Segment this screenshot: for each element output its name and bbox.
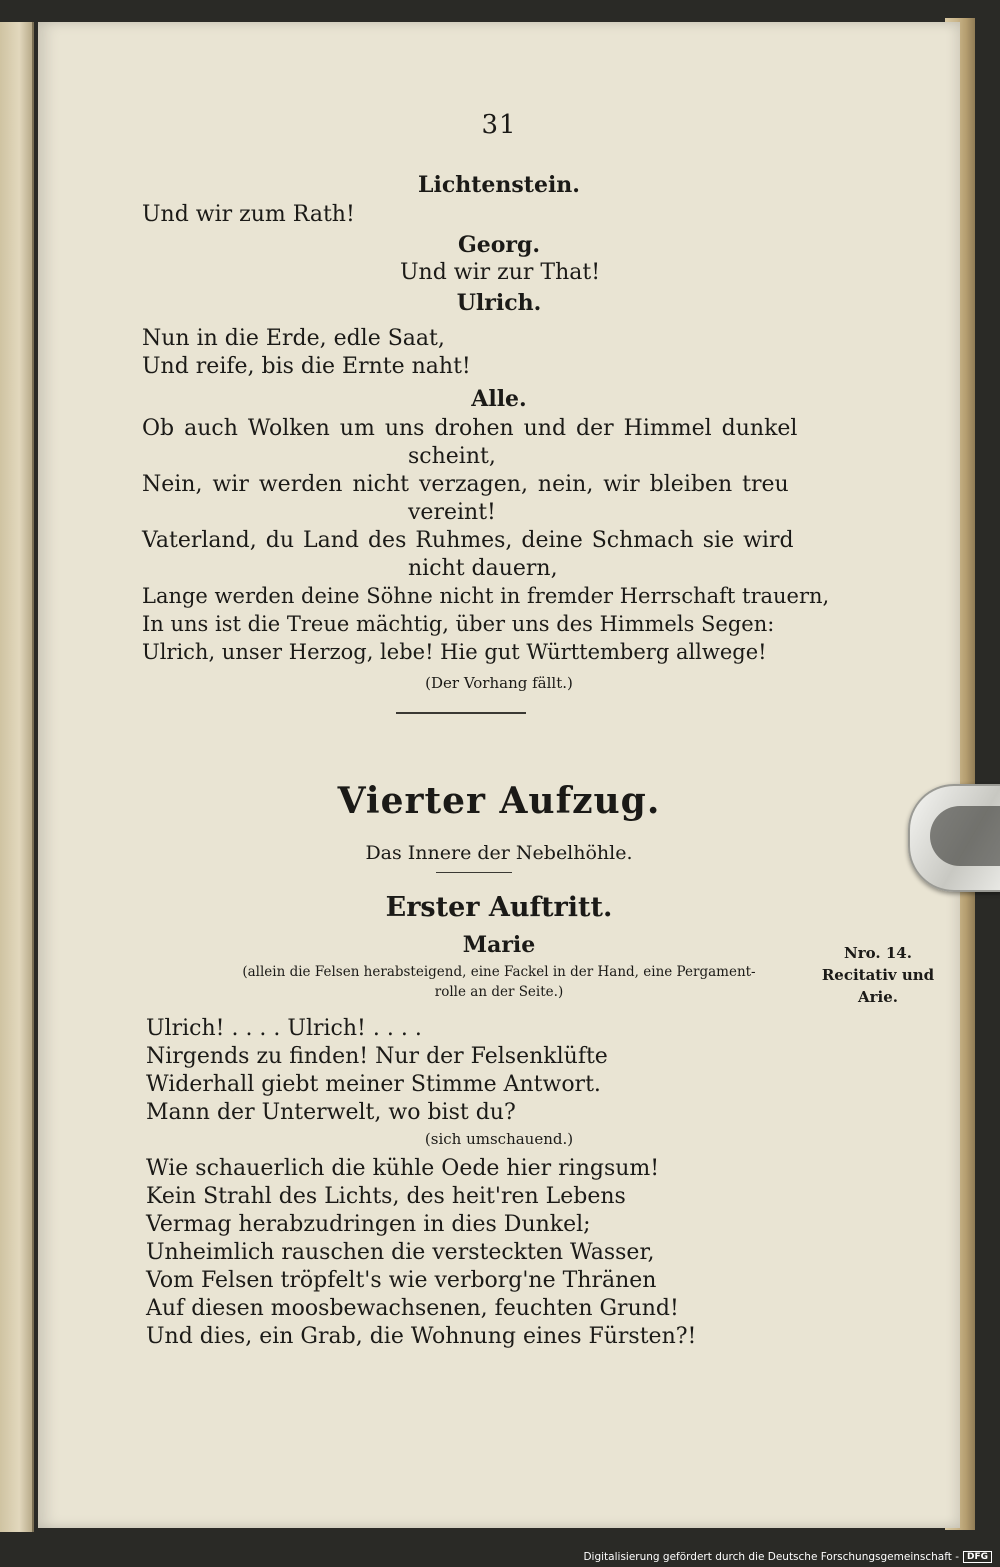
text-line: Vaterland, du Land des Ruhmes, deine Schmach sie wird [142,528,794,553]
margin-note-number: Nro. 14. [844,944,912,962]
text-line: Auf diesen moosbewachsenen, feuchten Grund! [146,1296,679,1321]
divider-rule [436,872,512,873]
scene-setting: Das Innere der Nebelhöhle. [365,842,633,864]
text-line: Nein, wir werden nicht verzagen, nein, wir bleiben treu [142,472,789,497]
text-line: Mann der Unterwelt, wo bist du? [146,1100,516,1125]
dfg-logo: DFG [963,1551,992,1563]
text-line: scheint, [408,444,496,469]
text-line: Widerhall giebt meiner Stimme Antwort. [146,1072,601,1097]
text-line: nicht dauern, [408,556,558,581]
previous-page-edge [0,22,34,1532]
page-number: 31 [481,110,517,140]
text-line: Und wir zum Rath! [142,202,355,227]
divider-rule [396,712,526,714]
speaker-alle: Alle. [471,386,527,412]
page-clip-opening [930,806,1000,866]
text-line: Kein Strahl des Lichts, des heit'ren Lebens [146,1184,626,1209]
stage-direction: (allein die Felsen herabsteigend, eine Fackel in der Hand, eine Pergament- [242,964,756,980]
text-line: Unheimlich rauschen die versteckten Wasser, [146,1240,655,1265]
speaker-georg: Georg. [457,232,541,258]
text-line: Wie schauerlich die kühle Oede hier ringsum! [146,1156,660,1181]
stage-direction: (sich umschauend.) [424,1130,574,1148]
stage-direction: rolle an der Seite.) [434,984,564,1000]
text-line: Ulrich, unser Herzog, lebe! Hie gut Württemberg allwege! [142,640,767,664]
margin-note-kind: Arie. [857,988,898,1006]
act-title: Vierter Aufzug. [337,780,661,822]
text-line: Und dies, ein Grab, die Wohnung eines Fürsten?! [146,1324,697,1349]
text-line: Lange werden deine Söhne nicht in fremder Herrschaft trauern, [142,584,830,608]
text-line: Ulrich! . . . . Ulrich! . . . . [146,1016,422,1041]
margin-note [808,942,948,1008]
book-page [38,22,960,1528]
text-line: Und reife, bis die Ernte naht! [142,354,471,379]
speaker-marie: Marie [462,932,536,958]
digitization-footer [583,1551,992,1563]
text-line: Ob auch Wolken um uns drohen und der Himmel dunkel [142,416,798,441]
text-line: vereint! [408,500,496,525]
stage-direction: (Der Vorhang fällt.) [425,674,573,692]
speaker-ulrich: Ulrich. [456,290,542,316]
text-line: In uns ist die Treue mächtig, über uns des Himmels Segen: [142,612,775,636]
margin-note-kind: Recitativ und [821,966,935,984]
speaker-lichtenstein: Lichtenstein. [418,172,580,198]
text-line: Nun in die Erde, edle Saat, [142,326,445,351]
text-line: Und wir zur That! [400,260,601,285]
text-line: Nirgends zu finden! Nur der Felsenklüfte [146,1044,608,1069]
footer-text: Digitalisierung gefördert durch die Deutsche Forschungsgemeinschaft - [583,1551,959,1563]
scene-title: Erster Auftritt. [385,892,613,923]
text-line: Vermag herabzudringen in dies Dunkel; [146,1212,591,1237]
text-line: Vom Felsen tröpfelt's wie verborg'ne Thränen [146,1268,657,1293]
